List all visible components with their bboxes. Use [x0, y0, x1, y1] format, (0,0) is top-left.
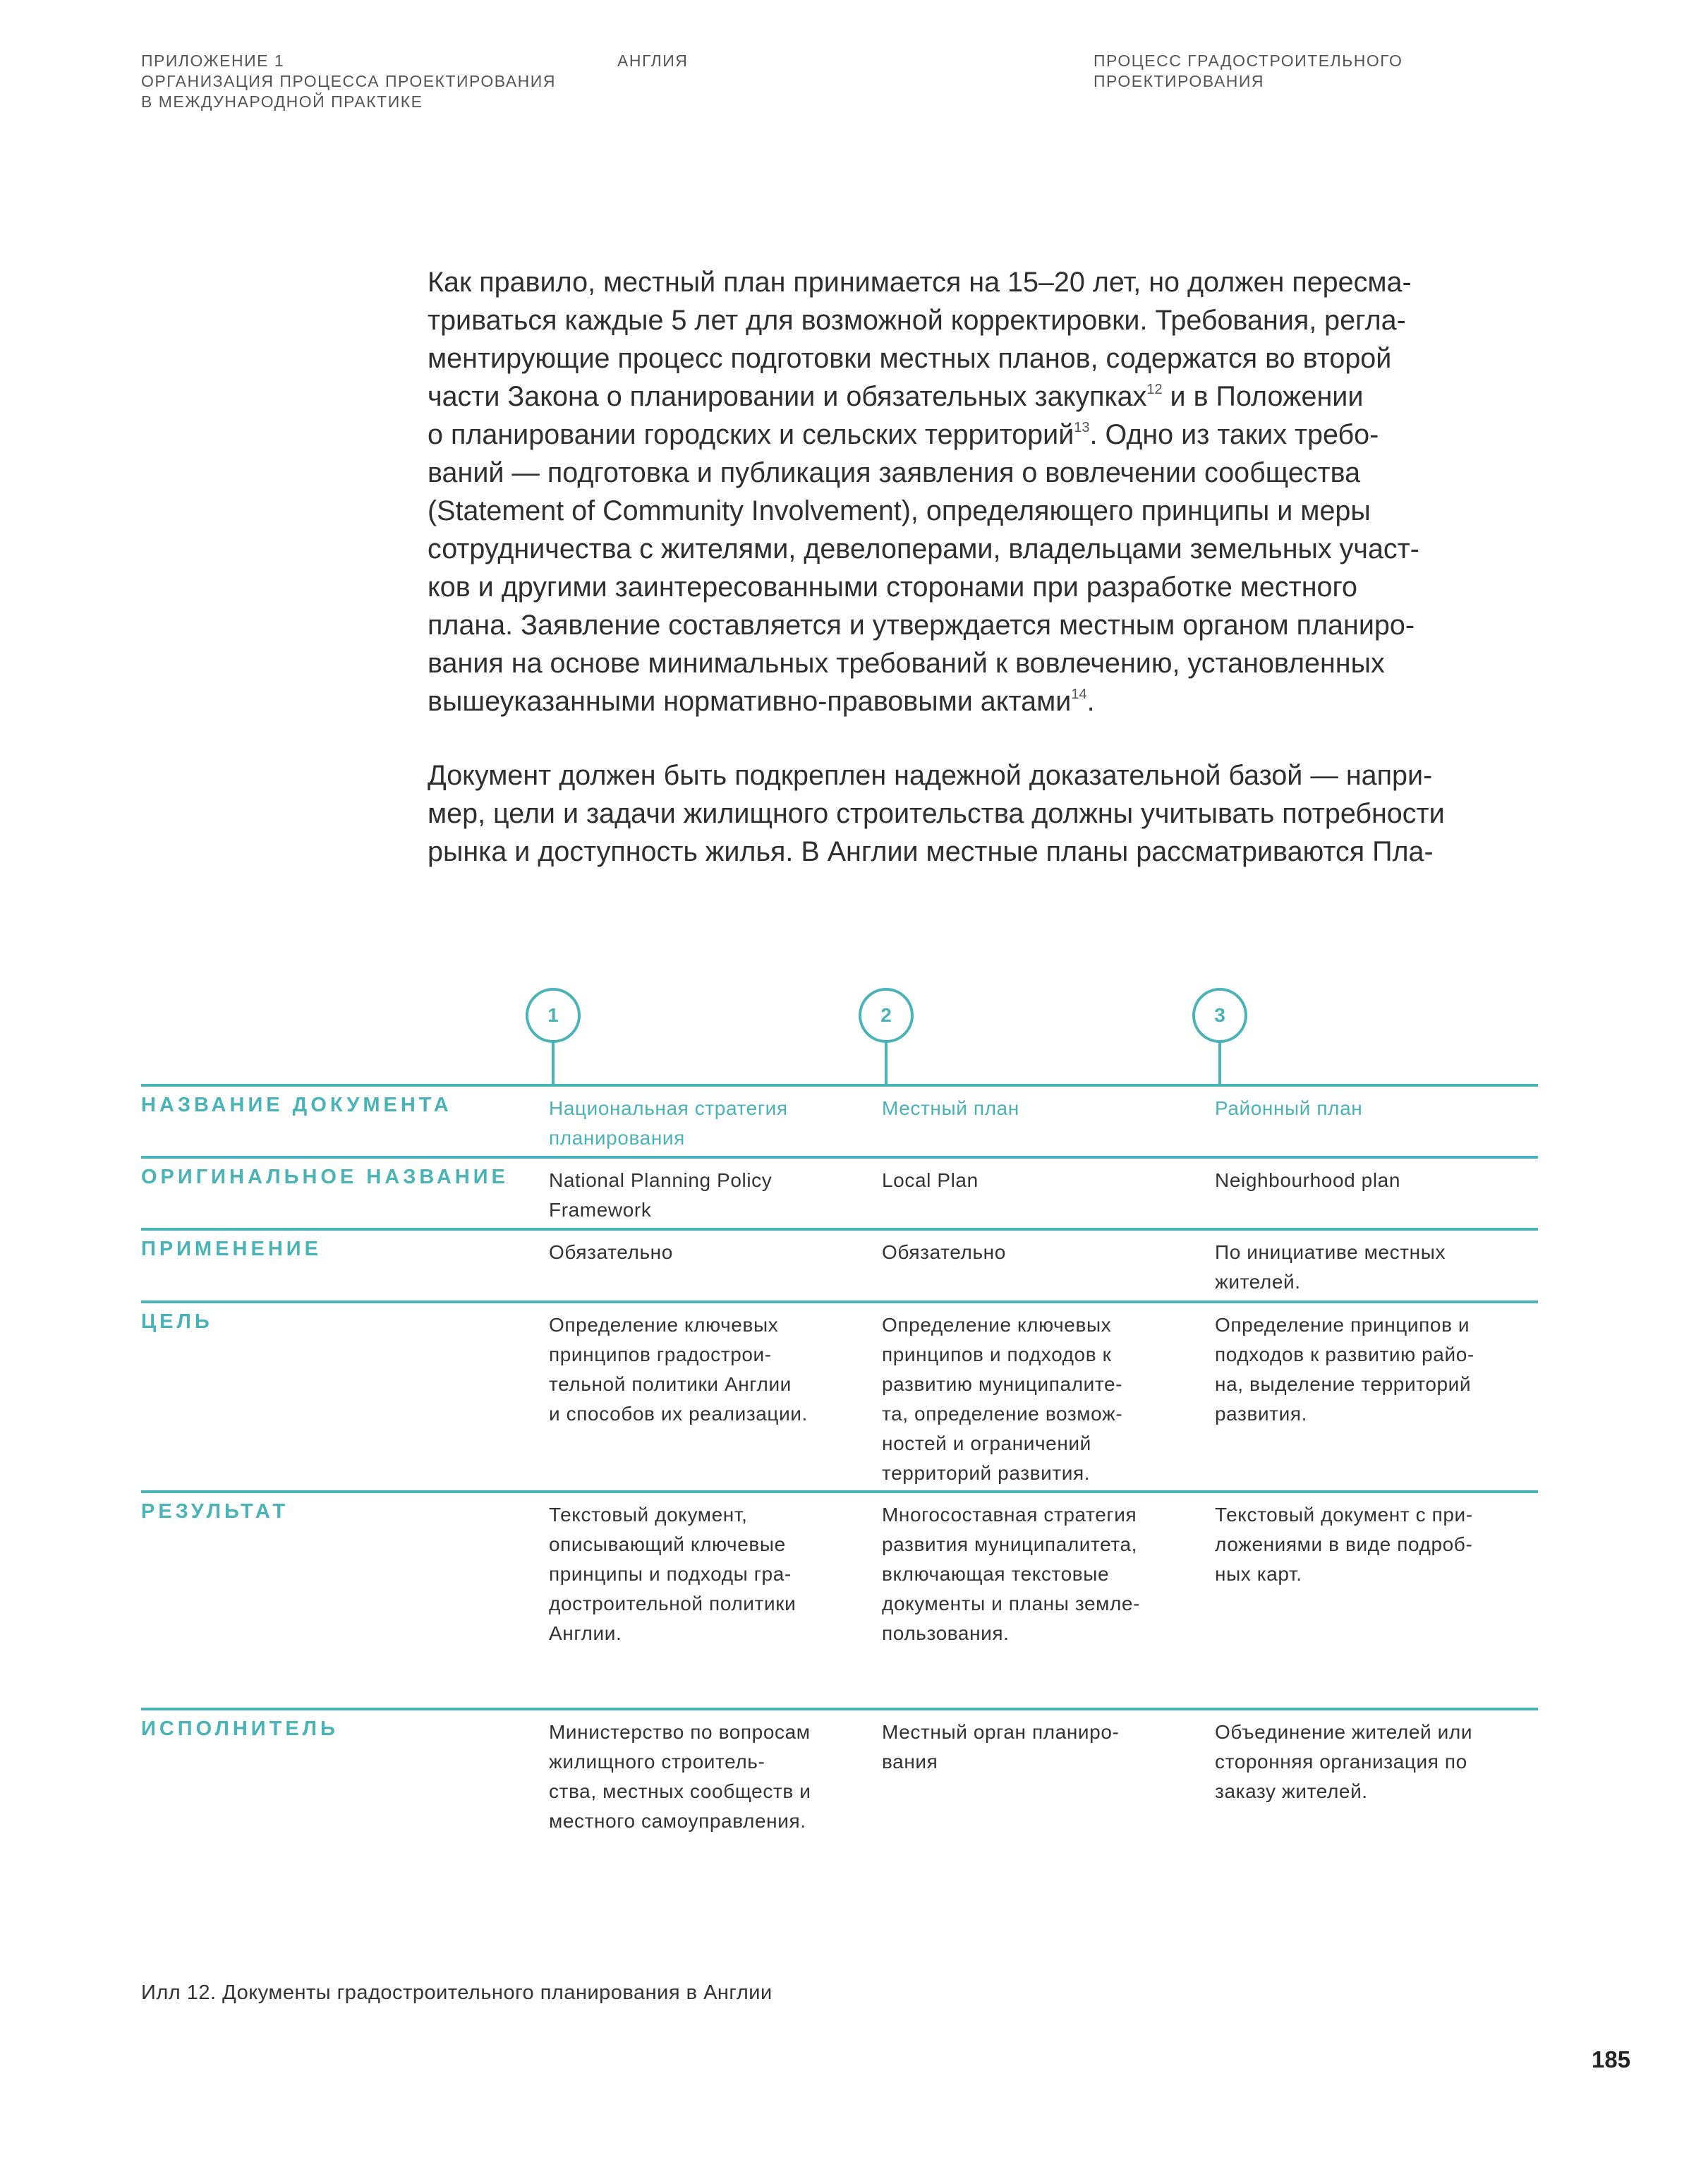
- cell-line: Объединение жителей или: [1215, 1721, 1473, 1743]
- cell-line: ложениями в виде подроб-: [1215, 1533, 1473, 1555]
- row-divider: [141, 1708, 1538, 1710]
- table-cell: [1215, 1310, 1525, 1429]
- planning-documents-table: [141, 988, 1538, 1877]
- cell-line: заказу жителей.: [1215, 1780, 1368, 1802]
- table-cell: [1215, 1094, 1525, 1123]
- row-divider: [141, 1084, 1538, 1087]
- text-line: Документ должен быть подкреплен надежной доказательной базой — напри-: [428, 760, 1433, 791]
- figure-caption: Илл 12. Документы градостроительного планирования в Англии: [141, 1981, 773, 2004]
- table-cell: [549, 1310, 859, 1429]
- cell-line: та, определение возмож-: [882, 1403, 1123, 1425]
- text-line: Как правило, местный план принимается на 15–20 лет, но должен пересма-: [428, 267, 1412, 298]
- text-line: [428, 416, 1542, 454]
- cell-line: сторонняя организация по: [1215, 1751, 1467, 1773]
- cell-line: Local Plan: [882, 1169, 979, 1191]
- header-line: ОРГАНИЗАЦИЯ ПРОЦЕССА ПРОЕКТИРОВАНИЯ: [141, 72, 556, 90]
- table-cell: [1215, 1718, 1525, 1806]
- cell-line: По инициативе местных: [1215, 1241, 1446, 1263]
- column-marker-stem: [1218, 1043, 1221, 1084]
- cell-line: на, выделение территорий: [1215, 1373, 1472, 1395]
- header-line: ПРИЛОЖЕНИЕ 1: [141, 52, 285, 70]
- table-cell: [549, 1238, 859, 1267]
- cell-line: местного самоуправления.: [549, 1810, 806, 1832]
- row-label-original-name: ОРИГИНАЛЬНОЕ НАЗВАНИЕ: [141, 1166, 509, 1188]
- column-number-badge: 3: [1192, 988, 1247, 1043]
- cell-line: Национальная стратегия: [549, 1097, 788, 1119]
- row-divider: [141, 1490, 1538, 1493]
- text-line: ваний — подготовка и публикация заявления о вовлечении сообщества: [428, 457, 1361, 488]
- cell-line: Текстовый документ,: [549, 1504, 748, 1526]
- running-header-section: [141, 51, 579, 112]
- cell-line: National Planning Policy: [549, 1169, 773, 1191]
- table-cell: [549, 1500, 859, 1648]
- row-divider: [141, 1156, 1538, 1159]
- column-number-badge: 2: [859, 988, 914, 1043]
- cell-line: Районный план: [1215, 1097, 1363, 1119]
- cell-line: документы и планы земле-: [882, 1593, 1141, 1614]
- row-label-goal: ЦЕЛЬ: [141, 1310, 213, 1333]
- cell-line: вания: [882, 1751, 938, 1773]
- table-cell: [549, 1094, 859, 1153]
- cell-line: Определение ключевых: [882, 1314, 1112, 1336]
- cell-line: Местный орган планиро-: [882, 1721, 1120, 1743]
- cell-line: тельной политики Англии: [549, 1373, 792, 1395]
- row-label-document-name: НАЗВАНИЕ ДОКУМЕНТА: [141, 1094, 452, 1116]
- cell-line: Обязательно: [882, 1241, 1006, 1263]
- body-paragraph-2: [428, 756, 1542, 871]
- text-line: триваться каждые 5 лет для возможной корректировки. Требования, регла-: [428, 305, 1406, 336]
- cell-line: Местный план: [882, 1097, 1019, 1119]
- footnote-ref-13: 13: [1074, 419, 1090, 435]
- cell-line: включающая текстовые: [882, 1563, 1110, 1585]
- text-line: рынка и доступность жилья. В Англии местные планы рассматриваются Пла-: [428, 836, 1434, 867]
- text-segment: части Закона о планировании и обязательных закупках: [428, 381, 1147, 412]
- cell-line: ства, местных сообществ и: [549, 1780, 811, 1802]
- cell-line: Определение ключевых: [549, 1314, 779, 1336]
- cell-line: Neighbourhood plan: [1215, 1169, 1401, 1191]
- row-label-result: РЕЗУЛЬТАТ: [141, 1500, 289, 1523]
- cell-line: Текстовый документ с при-: [1215, 1504, 1473, 1526]
- footnote-ref-14: 14: [1071, 686, 1087, 702]
- header-line: ПРОЕКТИРОВАНИЯ: [1094, 72, 1264, 90]
- text-segment: о планировании городских и сельских территорий: [428, 419, 1074, 450]
- table-cell: [882, 1718, 1192, 1777]
- cell-line: развития муниципалитета,: [882, 1533, 1138, 1555]
- table-cell: [882, 1166, 1192, 1195]
- row-label-executor: ИСПОЛНИТЕЛЬ: [141, 1718, 339, 1740]
- footnote-ref-12: 12: [1146, 381, 1163, 397]
- cell-line: ностей и ограничений: [882, 1432, 1091, 1454]
- table-cell: [1215, 1238, 1525, 1297]
- text-line: [428, 682, 1542, 720]
- row-label-application: ПРИМЕНЕНИЕ: [141, 1238, 322, 1260]
- text-line: ков и другими заинтересованными сторонами при разработке местного: [428, 572, 1358, 603]
- column-marker-stem: [552, 1043, 555, 1084]
- cell-line: принципов и подходов к: [882, 1344, 1112, 1365]
- header-line: АНГЛИЯ: [617, 52, 689, 70]
- page-number: 185: [1592, 2046, 1631, 2072]
- text-segment: вышеуказанными нормативно-правовыми актами: [428, 686, 1072, 717]
- header-line: ПРОЦЕСС ГРАДОСТРОИТЕЛЬНОГО: [1094, 52, 1403, 70]
- text-line: мер, цели и задачи жилищного строительства должны учитывать потребности: [428, 798, 1445, 829]
- text-segment: . Одно из таких требо-: [1089, 419, 1379, 450]
- cell-line: принципы и подходы гра-: [549, 1563, 792, 1585]
- cell-line: принципов градострои-: [549, 1344, 772, 1365]
- cell-line: и способов их реализации.: [549, 1403, 808, 1425]
- row-divider: [141, 1300, 1538, 1303]
- cell-line: территорий развития.: [882, 1462, 1091, 1484]
- cell-line: пользования.: [882, 1622, 1010, 1644]
- cell-line: планирования: [549, 1127, 685, 1149]
- text-segment: .: [1086, 686, 1095, 717]
- text-line: [428, 378, 1542, 416]
- text-line: ментирующие процесс подготовки местных планов, содержатся во второй: [428, 343, 1392, 374]
- cell-line: достроительной политики: [549, 1593, 797, 1614]
- table-cell: [549, 1718, 859, 1836]
- body-paragraph-1: [428, 263, 1542, 720]
- cell-line: Определение принципов и: [1215, 1314, 1470, 1336]
- running-header-chapter: [1094, 51, 1531, 92]
- cell-line: описывающий ключевые: [549, 1533, 786, 1555]
- table-cell: [882, 1238, 1192, 1267]
- cell-line: развитию муниципалите-: [882, 1373, 1123, 1395]
- row-divider: [141, 1228, 1538, 1231]
- text-line: сотрудничества с жителями, девелоперами, владельцами земельных участ-: [428, 533, 1419, 565]
- running-header-country: [617, 51, 970, 71]
- cell-line: жителей.: [1215, 1271, 1301, 1293]
- table-cell: [882, 1500, 1192, 1648]
- table-cell: [549, 1166, 859, 1225]
- cell-line: Framework: [549, 1199, 652, 1221]
- text-line: плана. Заявление составляется и утверждается местным органом планиро-: [428, 610, 1415, 641]
- header-line: В МЕЖДУНАРОДНОЙ ПРАКТИКЕ: [141, 92, 423, 111]
- text-line: (Statement of Community Involvement), определяющего принципы и меры: [428, 495, 1371, 526]
- table-cell: [1215, 1166, 1525, 1195]
- column-marker-stem: [885, 1043, 888, 1084]
- table-cell: [1215, 1500, 1525, 1589]
- table-cell: [882, 1310, 1192, 1488]
- cell-line: развития.: [1215, 1403, 1307, 1425]
- cell-line: ных карт.: [1215, 1563, 1302, 1585]
- cell-line: Англии.: [549, 1622, 622, 1644]
- cell-line: Многосоставная стратегия: [882, 1504, 1137, 1526]
- cell-line: Министерство по вопросам: [549, 1721, 811, 1743]
- cell-line: подходов к развитию райо-: [1215, 1344, 1474, 1365]
- table-cell: [882, 1094, 1192, 1123]
- cell-line: Обязательно: [549, 1241, 673, 1263]
- text-segment: и в Положении: [1162, 381, 1364, 412]
- column-number-badge: 1: [526, 988, 581, 1043]
- text-line: вания на основе минимальных требований к вовлечению, установленных: [428, 648, 1385, 679]
- cell-line: жилищного строитель-: [549, 1751, 765, 1773]
